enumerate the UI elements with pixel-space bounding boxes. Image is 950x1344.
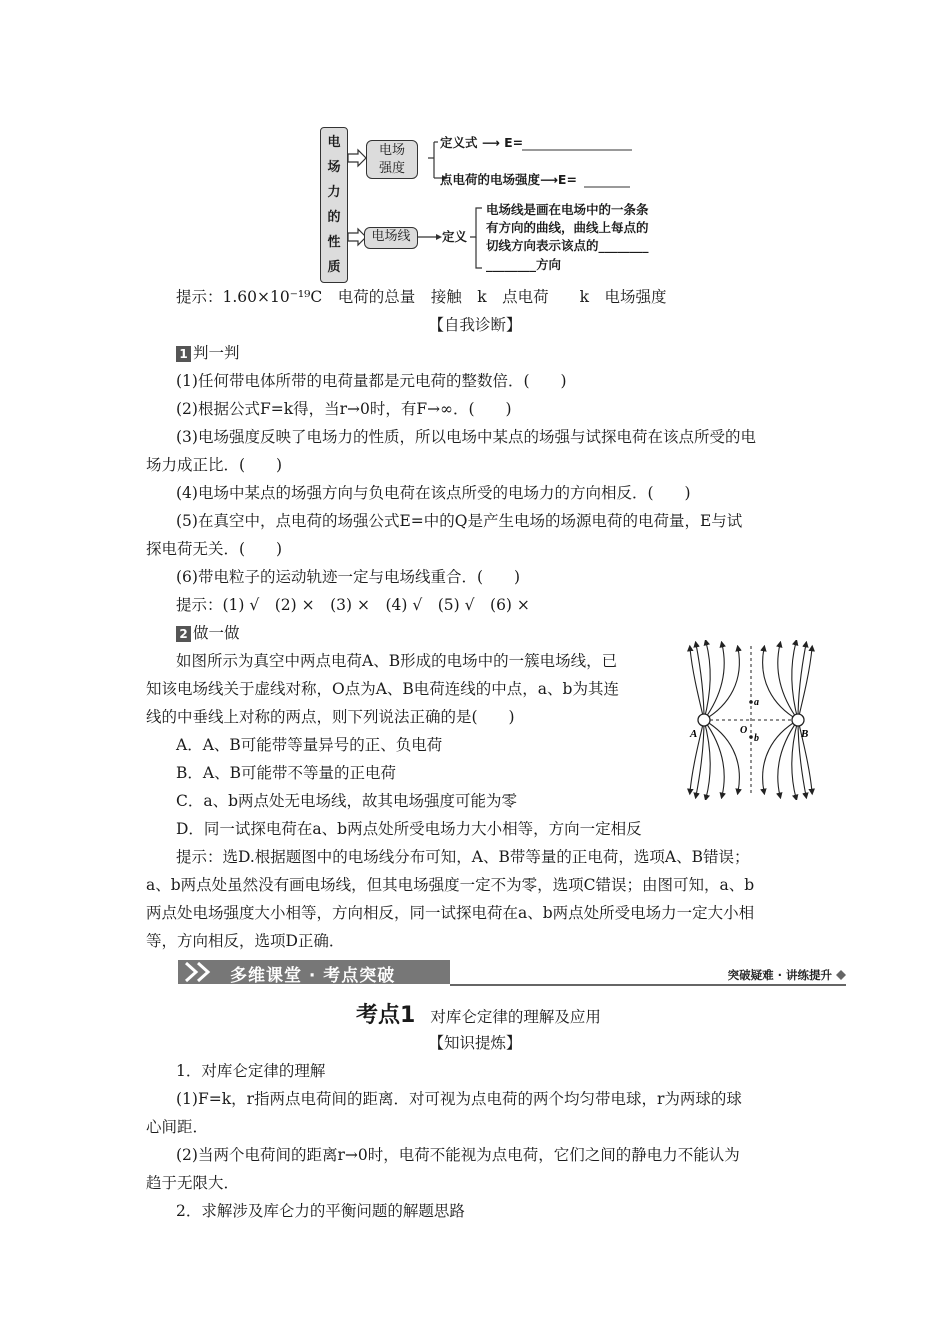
option-a: A．A、B可能带等量异号的正、负电荷 xyxy=(176,736,443,754)
judge-badge: 1 xyxy=(176,346,191,362)
label-b: B xyxy=(801,728,809,740)
definition-label: 定义 xyxy=(442,229,468,244)
field-line-description-1: 电场线是画在电场中的一条条 xyxy=(486,202,649,217)
label-point-a: a xyxy=(754,697,759,708)
judge-item: (4)电场中某点的场强方向与负电荷在该点所受的电场力的方向相反．( ) xyxy=(176,484,691,502)
do-heading xyxy=(176,622,240,644)
banner-title: 多维课堂 · 考点突破 xyxy=(230,966,396,986)
charge-b-circle xyxy=(792,714,804,726)
kaodian-line: 趋于无限大． xyxy=(146,1174,240,1192)
section-banner xyxy=(178,958,846,988)
kaodian-line: (2)当两个电荷间的距离r→0时，电荷不能视为点电荷，它们之间的静电力不能认为 xyxy=(176,1146,740,1164)
question-line: 如图所示为真空中两点电荷A、B形成的电场中的一簇电场线，已 xyxy=(176,652,618,670)
kaodian-line: 心间距． xyxy=(146,1118,209,1136)
do-title: 做一做 xyxy=(193,624,240,642)
judge-item: (6)带电粒子的运动轨迹一定与电场线重合．( ) xyxy=(176,568,521,586)
judge-item: (5)在真空中，点电荷的场强公式E=中的Q是产生电场的场源电荷的电荷量，E与试 xyxy=(176,512,743,530)
label-a: A xyxy=(690,728,698,740)
do-badge: 2 xyxy=(176,626,191,642)
point-charge-field: 点电荷的电场强度⟶E= xyxy=(440,172,577,187)
judge-heading xyxy=(176,342,240,364)
do-hint-line: 两点处电场强度大小相等，方向相反，同一试探电荷在a、b两点处所受电场力一定大小相 xyxy=(146,904,755,922)
hint-answers: 提示：1.60×10⁻¹⁹C 电荷的总量 接触 k 点电荷 k 电场强度 xyxy=(176,288,667,306)
option-b: B．A、B可能带不等量的正电荷 xyxy=(176,764,396,782)
knowledge-section-title: 【知识提炼】 xyxy=(428,1034,522,1052)
kaodian-line: (1)F=k，r指两点电荷间的距离．对可视为点电荷的两个均匀带电球，r为两球的球 xyxy=(176,1090,742,1108)
kaodian-title: 对库仑定律的理解及应用 xyxy=(430,1008,601,1026)
question-line: 线的中垂线上对称的两点，则下列说法正确的是( ) xyxy=(146,708,515,726)
double-chevron-icon xyxy=(184,962,228,982)
definition-formula: 定义式 ⟶ E= xyxy=(440,135,524,150)
kaodian-label: 考点1 xyxy=(356,1003,416,1028)
option-d: D．同一试探电荷在a、b两点处所受电场力大小相等，方向一定相反 xyxy=(176,820,642,838)
question-line: 知该电场线关于虚线对称，O点为A、B电荷连线的中点，a、b为其连 xyxy=(146,680,619,698)
option-c: C．a、b两点处无电场线，故其电场强度可能为零 xyxy=(176,792,518,810)
kaodian-heading xyxy=(356,998,601,1029)
field-line-description-3: 切线方向表示该点的________ xyxy=(486,238,649,253)
judge-item: (3)电场强度反映了电场力的性质，所以电场中某点的场强与试探电荷在该点所受的电 xyxy=(176,428,756,446)
kaodian-line: 1．对库仑定律的理解 xyxy=(176,1062,326,1080)
label-o: O xyxy=(740,725,748,736)
label-point-b: b xyxy=(754,733,759,744)
judge-title: 判一判 xyxy=(193,344,240,362)
banner-rule xyxy=(450,984,846,986)
banner-subtitle: 突破疑难 · 讲练提升 xyxy=(727,968,832,982)
judge-item: (1)任何带电体所带的电荷量都是元电荷的整数倍．( ) xyxy=(176,372,567,390)
judge-item: 场力成正比．( ) xyxy=(146,456,283,474)
charge-a-circle xyxy=(698,714,710,726)
self-diagnosis-title: 【自我诊断】 xyxy=(428,316,522,334)
judge-hint: 提示：(1) √ (2) × (3) × (4) √ (5) √ (6) × xyxy=(176,596,530,614)
field-line-description-2: 有方向的曲线，曲线上每点的 xyxy=(486,220,649,235)
field-line-description-4: ________方向 xyxy=(486,257,562,272)
field-strength-box: 电场 强度 xyxy=(366,140,418,179)
do-hint-line: 等，方向相反，选项D正确． xyxy=(146,932,345,950)
do-hint-line: 提示：选D.根据题图中的电场线分布可知，A、B带等量的正电荷，选项A、B错误； xyxy=(176,848,750,866)
judge-item: 探电荷无关．( ) xyxy=(146,540,283,558)
judge-item: (2)根据公式F=k得，当r→0时，有F→∞．( ) xyxy=(176,400,512,418)
field-line-box: 电场线 xyxy=(364,227,418,249)
electric-field-figure xyxy=(686,640,832,800)
diamond-icon xyxy=(836,970,846,980)
do-hint-line: a、b两点处虽然没有画电场线，但其电场强度一定不为零，选项C错误；由图可知，a、b xyxy=(146,876,755,894)
kaodian-line: 2．求解涉及库仑力的平衡问题的解题思路 xyxy=(176,1202,465,1220)
concept-map-root-box: 电 场 力 的 性 质 xyxy=(320,127,348,283)
